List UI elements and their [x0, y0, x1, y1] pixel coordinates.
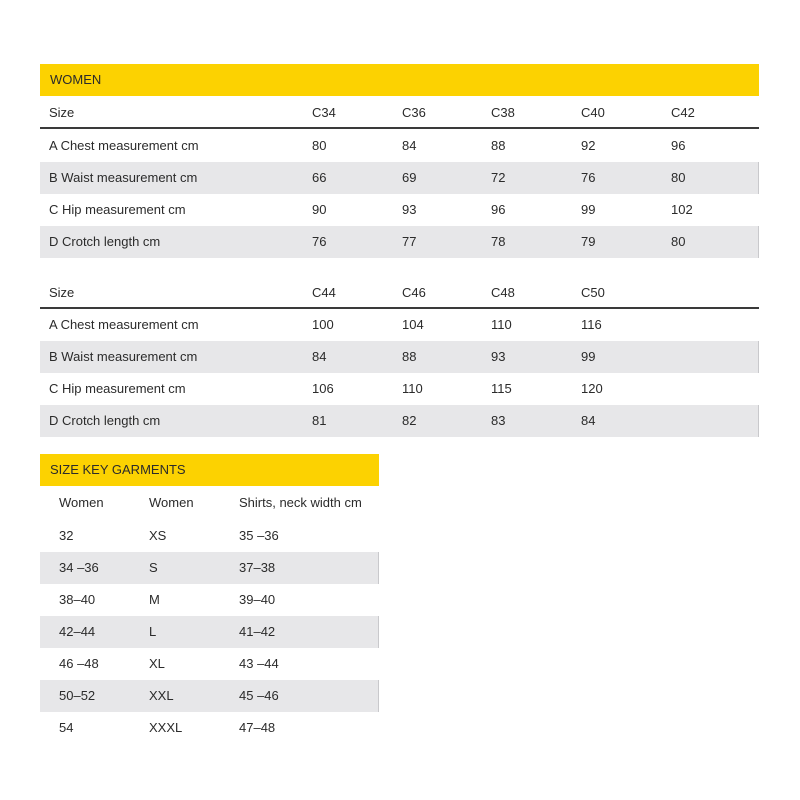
row-value: 69 — [402, 170, 417, 185]
size-numeric: 34 –36 — [59, 560, 99, 575]
row-value: 88 — [402, 349, 417, 364]
row-value: 93 — [491, 349, 506, 364]
row-value: 84 — [312, 349, 327, 364]
size-numeric: 54 — [59, 720, 74, 735]
neck-width: 35 –36 — [239, 528, 279, 543]
row-value: 93 — [402, 202, 417, 217]
table-row — [40, 584, 379, 616]
row-value: 66 — [312, 170, 327, 185]
table-row — [40, 552, 379, 584]
row-value: 80 — [312, 138, 327, 153]
header-c40: C40 — [581, 105, 605, 120]
size-numeric: 46 –48 — [59, 656, 99, 671]
header-c34: C34 — [312, 105, 336, 120]
row-value: 96 — [491, 202, 506, 217]
neck-width: 39–40 — [239, 592, 276, 607]
table-row — [40, 194, 759, 226]
neck-width: 37–38 — [239, 560, 276, 575]
size-numeric: 32 — [59, 528, 74, 543]
row-value: 99 — [581, 202, 596, 217]
row-value: 90 — [312, 202, 327, 217]
size-letter: M — [149, 592, 160, 607]
row-value: 84 — [581, 413, 596, 428]
row-value: 104 — [402, 317, 424, 332]
header-c50: C50 — [581, 285, 605, 300]
table-row — [40, 648, 379, 680]
size-key-title: SIZE KEY GARMENTS — [50, 462, 186, 477]
row-value: 82 — [402, 413, 417, 428]
row-value: 88 — [491, 138, 506, 153]
row-value: 115 — [491, 381, 512, 396]
row-label: D Crotch length cm — [49, 413, 161, 428]
table-header-row — [40, 97, 759, 129]
size-numeric: 50–52 — [59, 688, 96, 703]
row-value: 78 — [491, 234, 506, 249]
row-value: 102 — [671, 202, 693, 217]
size-letter: L — [149, 624, 157, 639]
row-value: 79 — [581, 234, 596, 249]
size-letter: XXXL — [149, 720, 183, 735]
header-c38: C38 — [491, 105, 515, 120]
row-value: 80 — [671, 234, 686, 249]
header-c46: C46 — [402, 285, 426, 300]
women-title: WOMEN — [50, 72, 102, 87]
row-value: 76 — [581, 170, 596, 185]
table-row — [40, 226, 759, 258]
row-value: 116 — [581, 317, 602, 332]
row-value: 80 — [671, 170, 686, 185]
header-women-letter: Women — [149, 495, 194, 510]
table-row — [40, 405, 759, 437]
row-label: C Hip measurement cm — [49, 202, 186, 217]
row-label: A Chest measurement cm — [49, 317, 199, 332]
size-key-title-bar — [40, 454, 379, 486]
neck-width: 45 –46 — [239, 688, 279, 703]
table-row — [40, 130, 759, 162]
table-row — [40, 616, 379, 648]
row-value: 84 — [402, 138, 417, 153]
neck-width: 41–42 — [239, 624, 276, 639]
header-c48: C48 — [491, 285, 515, 300]
row-value: 72 — [491, 170, 506, 185]
header-c44: C44 — [312, 285, 336, 300]
neck-width: 43 –44 — [239, 656, 279, 671]
table-header-row — [40, 277, 759, 309]
size-numeric: 38–40 — [59, 592, 96, 607]
row-value: 110 — [402, 381, 423, 396]
table-row — [40, 680, 379, 712]
size-letter: XS — [149, 528, 167, 543]
row-value: 92 — [581, 138, 596, 153]
row-value: 76 — [312, 234, 327, 249]
row-label: A Chest measurement cm — [49, 138, 199, 153]
size-numeric: 42–44 — [59, 624, 96, 639]
header-size: Size — [49, 285, 75, 300]
size-letter: XL — [149, 656, 165, 671]
row-value: 100 — [312, 317, 334, 332]
row-value: 81 — [312, 413, 327, 428]
table-row — [40, 162, 759, 194]
row-label: B Waist measurement cm — [49, 170, 198, 185]
header-women-numeric: Women — [59, 495, 104, 510]
row-value: 77 — [402, 234, 417, 249]
header-size: Size — [49, 105, 75, 120]
size-letter: XXL — [149, 688, 174, 703]
table-row — [40, 520, 379, 552]
row-value: 120 — [581, 381, 603, 396]
row-label: C Hip measurement cm — [49, 381, 186, 396]
header-neck-width: Shirts, neck width cm — [239, 495, 362, 510]
header-c36: C36 — [402, 105, 426, 120]
row-value: 83 — [491, 413, 506, 428]
women-title-bar — [40, 64, 759, 96]
table-row — [40, 341, 759, 373]
size-letter: S — [149, 560, 158, 575]
table-header-row — [40, 487, 379, 519]
row-label: D Crotch length cm — [49, 234, 161, 249]
row-value: 96 — [671, 138, 686, 153]
table-row — [40, 309, 759, 341]
neck-width: 47–48 — [239, 720, 276, 735]
row-value: 110 — [491, 317, 512, 332]
header-c42: C42 — [671, 105, 695, 120]
table-row — [40, 373, 759, 405]
table-row — [40, 712, 379, 744]
row-label: B Waist measurement cm — [49, 349, 198, 364]
row-value: 99 — [581, 349, 596, 364]
row-value: 106 — [312, 381, 334, 396]
